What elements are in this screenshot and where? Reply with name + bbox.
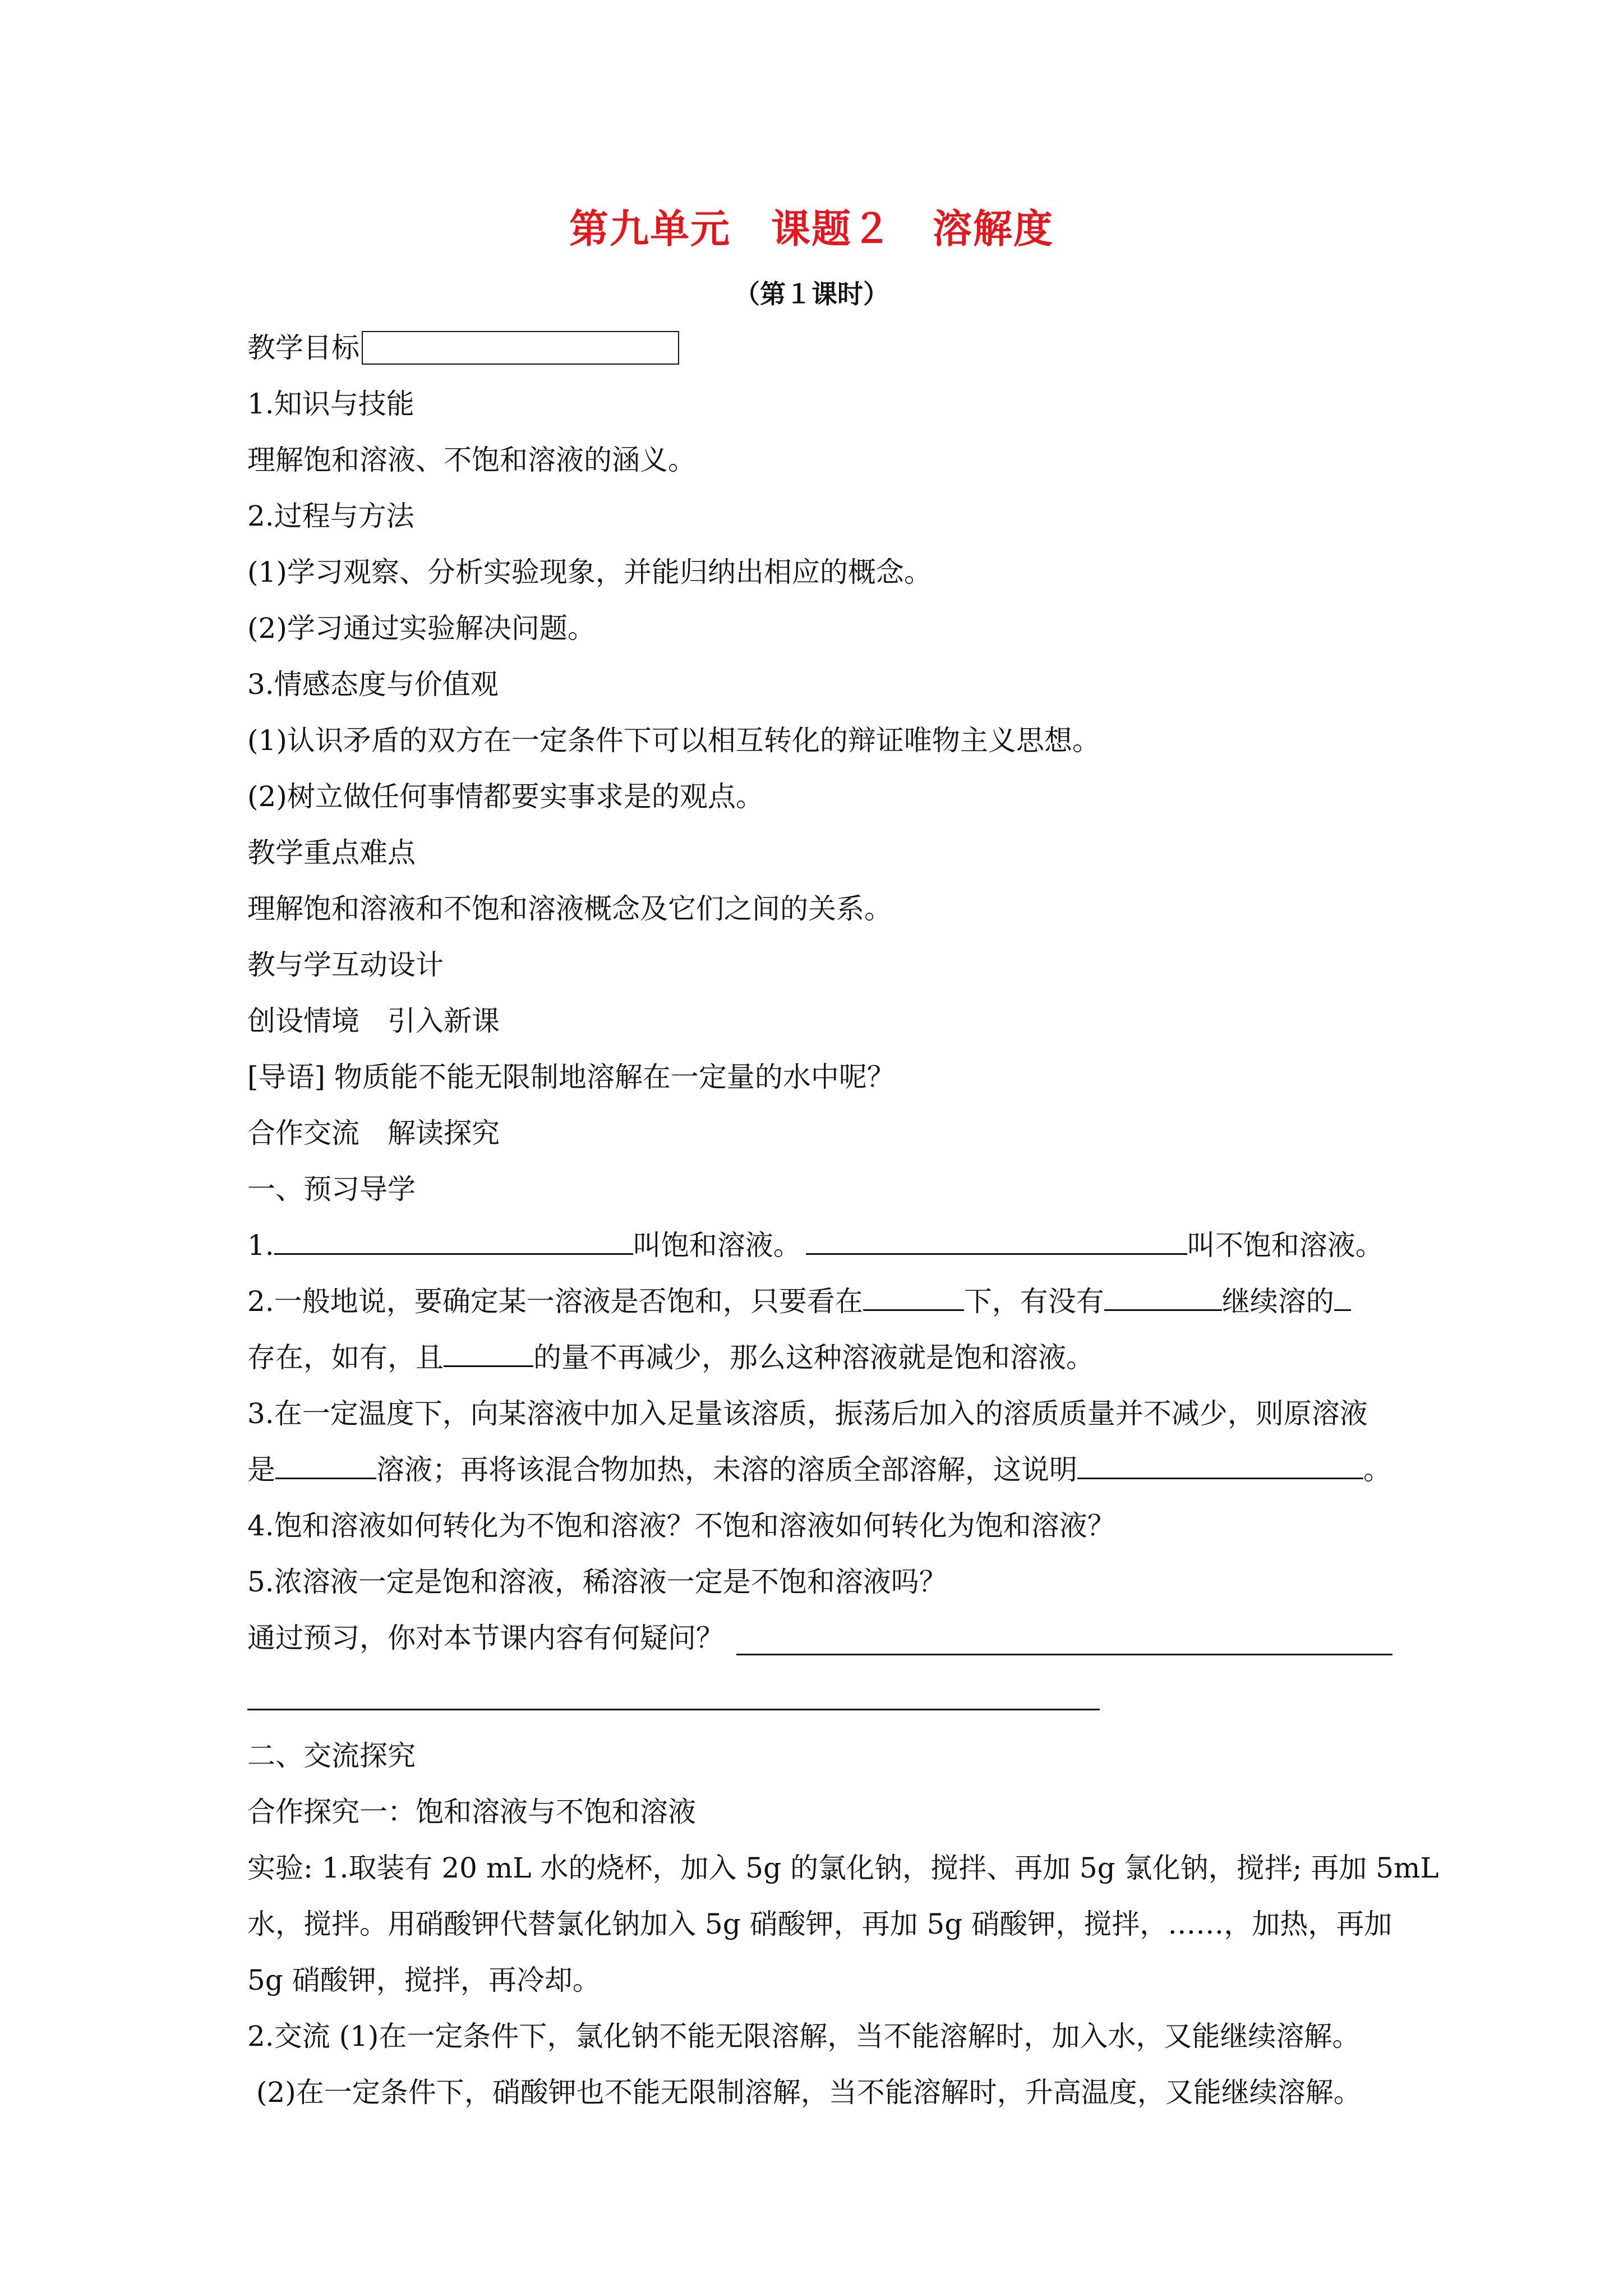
text-line: (1)认识矛盾的双方在一定条件下可以相互转化的辩证唯物主义思想。: [247, 724, 1100, 757]
text-line: (2)学习通过实验解决问题。: [247, 612, 596, 645]
preview-question: [247, 1621, 724, 1655]
objectives-box: [362, 331, 679, 365]
question-text: 。: [1363, 1453, 1391, 1486]
text-line: 合作探究一：饱和溶液与不饱和溶液: [247, 1796, 696, 1828]
fill-in-question-3-cont: [247, 1453, 1391, 1487]
text-line: 创设情境 引入新课: [247, 1005, 500, 1037]
text-line: [导语] 物质能不能无限制地溶解在一定量的水中呢？: [247, 1061, 895, 1093]
text-line: 3.情感态度与价值观: [247, 668, 499, 701]
text-line: 2.过程与方法: [247, 500, 414, 532]
text-line: 2.交流 (1)在一定条件下，氯化钠不能无限溶解，当不能溶解时，加入水，又能继续溶解。: [247, 2020, 1361, 2053]
text-line: 3.在一定温度下，向某溶液中加入足量该溶质，振荡后加入的溶质质量并不减少，则原溶液: [247, 1397, 1368, 1430]
answer-blank: [274, 1228, 633, 1255]
text-line: (2)树立做任何事情都要实事求是的观点。: [247, 780, 764, 813]
text-line: 合作交流 解读探究: [247, 1117, 500, 1149]
question-text: 叫不饱和溶液。: [1187, 1229, 1384, 1262]
text-line: 理解饱和溶液、不饱和溶液的涵义。: [247, 444, 696, 476]
question-text: 是: [247, 1453, 275, 1486]
fill-in-question-2: [247, 1285, 1351, 1318]
text-line: 理解饱和溶液和不饱和溶液概念及它们之间的关系。: [247, 892, 892, 925]
text-line: 5g 硝酸钾，搅拌，再冷却。: [247, 1964, 601, 1996]
objectives-heading-row: [247, 331, 679, 365]
answer-blank: [1104, 1285, 1222, 1311]
text-line: 实验: 1.取装有 20 mL 水的烧杯，加入 5g 的氯化钠，搅拌、再加 5g 氯化钠，搅拌; 再加 5mL: [247, 1852, 1439, 1884]
question-number: 1.: [247, 1229, 274, 1262]
question-text: 叫饱和溶液。: [633, 1229, 801, 1262]
question-text: 下，有没有: [963, 1285, 1104, 1318]
answer-line: [247, 1709, 1100, 1710]
question-text: 通过预习，你对本节课内容有何疑问？: [247, 1622, 724, 1654]
text-line: 二、交流探究: [247, 1740, 416, 1772]
text-line: (1)学习观察、分析实验现象，并能归纳出相应的概念。: [247, 556, 932, 588]
answer-blank: [1334, 1285, 1351, 1311]
text-line: 4.饱和溶液如何转化为不饱和溶液？不饱和溶液如何转化为饱和溶液？: [247, 1510, 1115, 1542]
text-line: (2)在一定条件下，硝酸钾也不能无限制溶解，当不能溶解时，升高温度，又能继续溶解。: [247, 2076, 1362, 2109]
question-text: 2.一般地说，要确定某一溶液是否饱和，只要看在: [247, 1285, 863, 1318]
lesson-period: （第１课时）: [734, 279, 889, 309]
page-title: 第九单元 课题２ 溶解度: [569, 206, 1054, 252]
text-line: 教与学互动设计: [247, 949, 444, 981]
answer-blank: [444, 1341, 533, 1367]
text-line: 一、预习导学: [247, 1173, 416, 1205]
answer-blank: [275, 1453, 376, 1479]
text-line: 5.浓溶液一定是饱和溶液，稀溶液一定是不饱和溶液吗？: [247, 1566, 947, 1598]
fill-in-question-1: [247, 1228, 1384, 1262]
question-text: 继续溶的: [1221, 1285, 1334, 1318]
question-text: 存在，如有，且: [247, 1341, 444, 1374]
answer-line: [736, 1654, 1393, 1655]
text-line: 水，搅拌。用硝酸钾代替氯化钠加入 5g 硝酸钾，再加 5g 硝酸钾，搅拌，……，加热，再加: [247, 1908, 1393, 1940]
question-text: 的量不再减少，那么这种溶液就是饱和溶液。: [533, 1341, 1094, 1374]
answer-blank: [863, 1285, 964, 1311]
objectives-heading: 教学目标: [247, 332, 359, 364]
text-line: 1.知识与技能: [247, 388, 414, 420]
text-line: 教学重点难点: [247, 836, 416, 869]
answer-blank: [1077, 1453, 1363, 1479]
answer-blank: [806, 1228, 1187, 1255]
fill-in-question-2-cont: [247, 1341, 1094, 1374]
question-text: 溶液；再将该混合物加热，未溶的溶质全部溶解，这说明: [376, 1453, 1077, 1486]
